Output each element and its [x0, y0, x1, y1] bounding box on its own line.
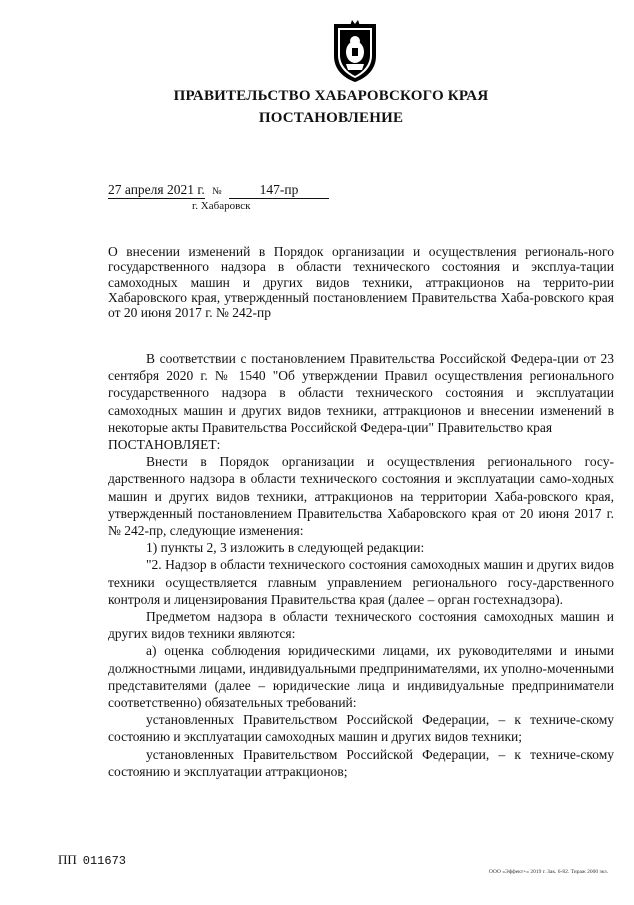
resolves-heading: ПОСТАНОВЛЯЕТ:	[108, 437, 221, 453]
number-sign: №	[212, 186, 222, 197]
paragraph: "2. Надзор в области технического состояния самоходных машин и других видов техники осуществляется главным управлением регионального госу-дарственного контроля и лицензирования Правительства края (далее – орган гостехнадзора).	[108, 557, 614, 607]
document-date: 27 апреля 2021 г.	[108, 182, 205, 197]
document-subject: О внесении изменений в Порядок организации и осуществления региональ-ного государственного надзора в области технического состояния и эксплуа-тации самоходных машин и других видов техники, аттракционов на террито-рии Хабаровского края, утвержденный постановлением Правительства Хаба-ровского края от 20 июня 2017 г. № 242-пр	[108, 244, 614, 321]
khabarovsk-coat-of-arms-icon	[330, 18, 380, 84]
paragraph: Предметом надзора в области технического состояния самоходных машин и других видов техники являются:	[108, 609, 614, 642]
paragraph: а) оценка соблюдения юридическими лицами, их руководителями и иными должностными лицами, индивидуальными предпринимателями, их уполно-моченными представителями (далее – юридические лица и индивидуальные предприниматели соответственно) обязательных требований:	[108, 643, 614, 711]
paragraph: Внести в Порядок организации и осуществления регионального госу-дарственного надзора в области технического состояния и эксплуатации само-ходных машин и других видов техники, аттракционов на территории Хаба-ровского края, утвержденный постановлением Правительства Хабаровского края от 20 июня 2017 г. № 242-пр, следующие изменения:	[108, 454, 614, 539]
date-number-line	[108, 182, 329, 199]
form-code-number: 011673	[82, 854, 126, 868]
print-info: ООО «Эффект+» 2019 г. Зак. 6-82. Тираж 2000 экз.	[488, 869, 608, 875]
paragraph: установленных Правительством Российской Федерации, – к техниче-скому состоянию и эксплуатации аттракционов;	[108, 746, 614, 779]
paragraph: установленных Правительством Российской Федерации, – к техниче-скому состоянию и эксплуатации самоходных машин и других видов техники;	[108, 712, 614, 745]
document-type: ПОСТАНОВЛЕНИЕ	[258, 110, 404, 126]
document-body	[108, 350, 614, 780]
organization-title: ПРАВИТЕЛЬСТВО ХАБАРОВСКОГО КРАЯ	[173, 88, 489, 104]
paragraph: В соответствии с постановлением Правительства Российской Федера-ции от 23 сентября 2020 г. № 1540 "Об утверждении Правил осуществления регионального государственного надзора в области технического состояния и эксплуатации самоходных машин и других видов техники, аттракционов и внесении изменений в некоторые акты Правительства Российской Федера-ции" Правительство края	[108, 351, 614, 435]
document-number: 147-пр	[229, 182, 329, 199]
form-code-prefix: ПП	[58, 852, 77, 867]
city: г. Хабаровск	[192, 200, 251, 212]
paragraph: 1) пункты 2, 3 изложить в следующей редакции:	[146, 540, 425, 556]
form-code	[58, 852, 126, 868]
